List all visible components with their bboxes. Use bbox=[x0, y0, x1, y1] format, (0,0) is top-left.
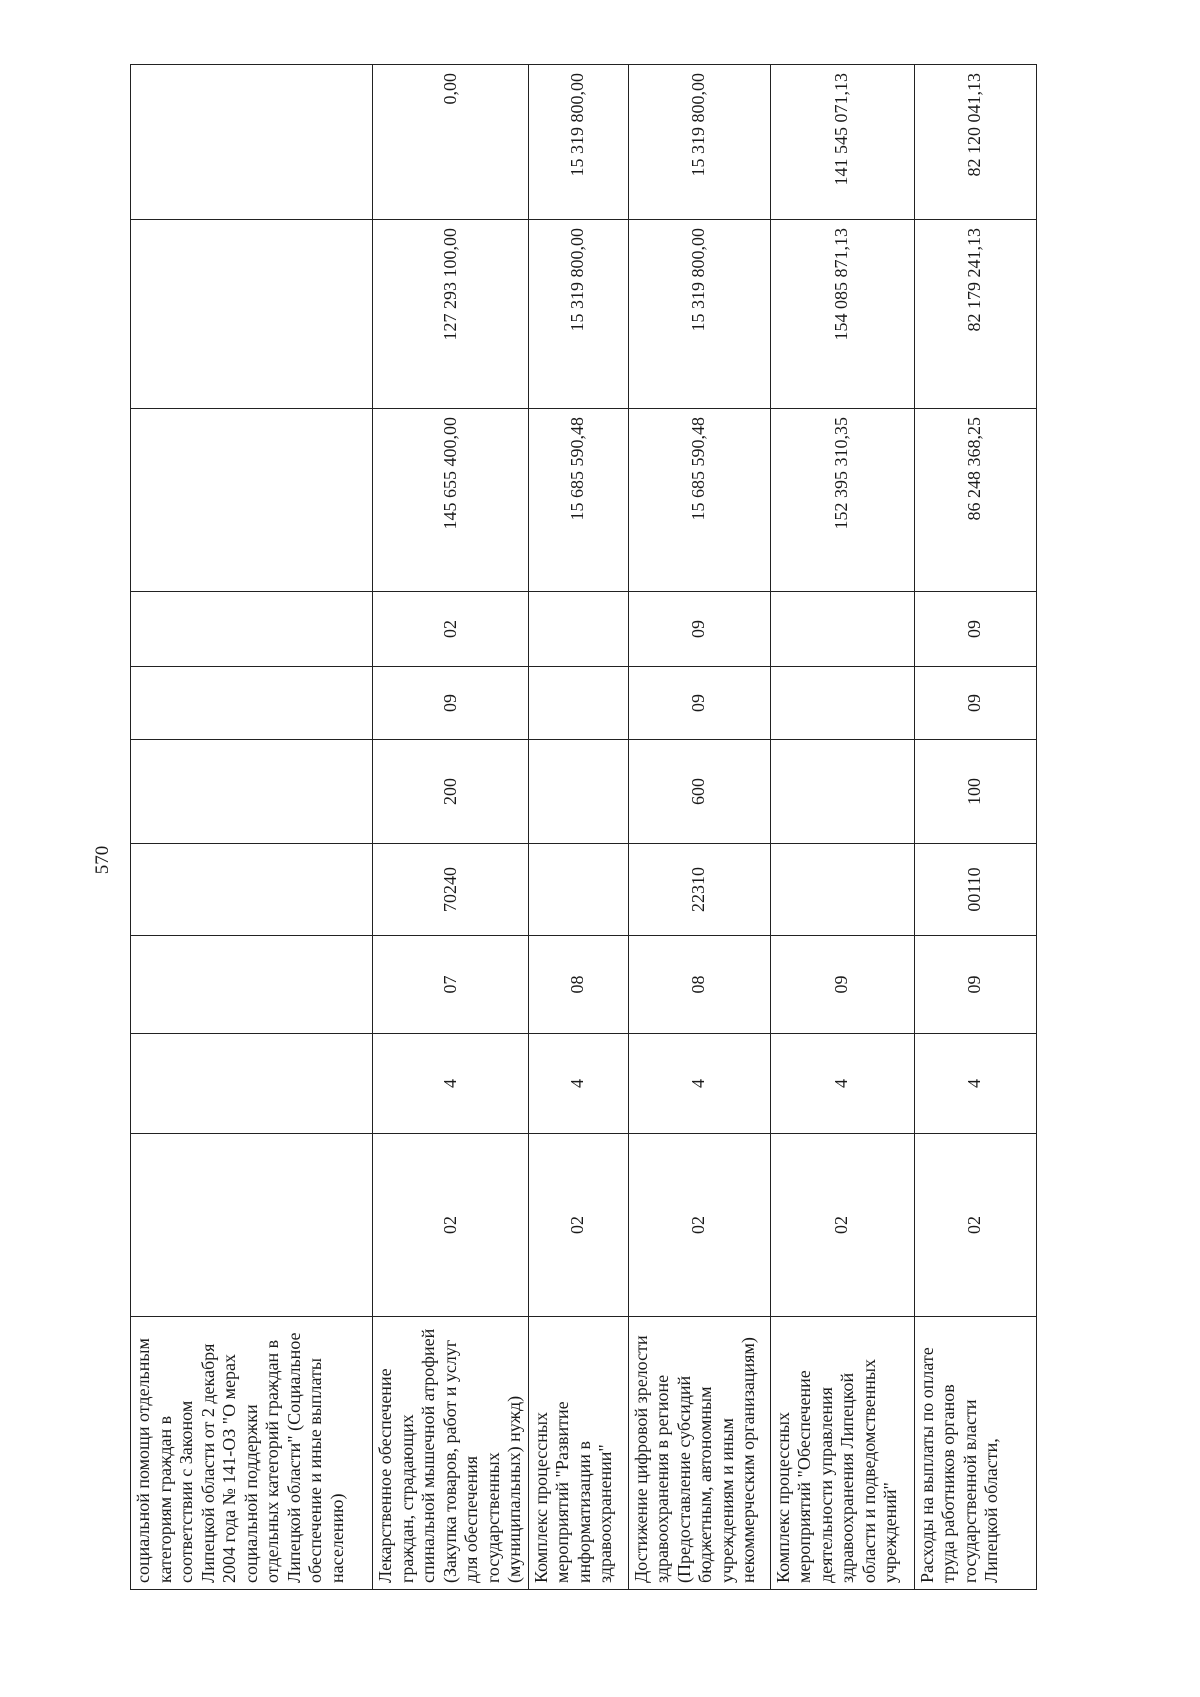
code-subsection: 02 bbox=[373, 592, 529, 667]
code-expense-type bbox=[528, 740, 628, 844]
amount-year-3: 15 319 800,00 bbox=[628, 65, 770, 220]
page-number: 570 bbox=[92, 845, 113, 875]
code-type: 4 bbox=[914, 1034, 1036, 1134]
code-program: 09 bbox=[770, 936, 914, 1034]
code-expense-type bbox=[770, 740, 914, 844]
rotated-table-container bbox=[130, 64, 1037, 1590]
code-type: 4 bbox=[628, 1034, 770, 1134]
table-row bbox=[373, 65, 529, 1590]
row-description: Комплекс процессных мероприятий "Обеспечение деятельности управления здравоохранения Липецкой области и подведомственных учреждений" bbox=[770, 1317, 914, 1590]
row-description: Комплекс процессных мероприятий "Развитие информатизации в здравоохранении" bbox=[528, 1317, 628, 1590]
amount-year-2 bbox=[131, 220, 373, 409]
amount-year-2: 154 085 871,13 bbox=[770, 220, 914, 409]
table-row bbox=[528, 65, 628, 1590]
code-program: 07 bbox=[373, 936, 529, 1034]
code-section bbox=[131, 667, 373, 740]
table-row bbox=[628, 65, 770, 1590]
amount-year-2: 82 179 241,13 bbox=[914, 220, 1036, 409]
code-section bbox=[528, 667, 628, 740]
amount-year-2: 15 319 800,00 bbox=[628, 220, 770, 409]
row-description: Достижение цифровой зрелости здравоохранения в регионе (Предоставление субсидий бюджетным, автономным учреждениям и иным некоммерческим организациям) bbox=[628, 1317, 770, 1590]
code-expense-type bbox=[131, 740, 373, 844]
code-direction: 00110 bbox=[914, 844, 1036, 936]
code-subsection: 09 bbox=[628, 592, 770, 667]
amount-year-3: 15 319 800,00 bbox=[528, 65, 628, 220]
code-gp: 02 bbox=[528, 1134, 628, 1317]
code-section bbox=[770, 667, 914, 740]
code-type: 4 bbox=[528, 1034, 628, 1134]
amount-year-2: 127 293 100,00 bbox=[373, 220, 529, 409]
code-subsection bbox=[528, 592, 628, 667]
code-direction bbox=[528, 844, 628, 936]
amount-year-3 bbox=[131, 65, 373, 220]
code-direction bbox=[131, 844, 373, 936]
code-gp: 02 bbox=[628, 1134, 770, 1317]
code-subsection bbox=[131, 592, 373, 667]
code-gp bbox=[131, 1134, 373, 1317]
row-description: Лекарственное обеспечение граждан, страдающих спинальной мышечной атрофией (Закупка товаров, работ и услуг для обеспечения государственных (муниципальных) нужд) bbox=[373, 1317, 529, 1590]
amount-year-3: 82 120 041,13 bbox=[914, 65, 1036, 220]
amount-year-2: 15 319 800,00 bbox=[528, 220, 628, 409]
code-gp: 02 bbox=[373, 1134, 529, 1317]
code-type: 4 bbox=[770, 1034, 914, 1134]
amount-year-3: 141 545 071,13 bbox=[770, 65, 914, 220]
code-type: 4 bbox=[373, 1034, 529, 1134]
code-program: 08 bbox=[628, 936, 770, 1034]
amount-year-1: 145 655 400,00 bbox=[373, 409, 529, 592]
code-direction bbox=[770, 844, 914, 936]
amount-year-1: 86 248 368,25 bbox=[914, 409, 1036, 592]
table-row bbox=[770, 65, 914, 1590]
amount-year-1: 15 685 590,48 bbox=[528, 409, 628, 592]
code-program bbox=[131, 936, 373, 1034]
code-direction: 70240 bbox=[373, 844, 529, 936]
amount-year-1: 152 395 310,35 bbox=[770, 409, 914, 592]
code-section: 09 bbox=[628, 667, 770, 740]
code-program: 08 bbox=[528, 936, 628, 1034]
row-description: социальной помощи отдельным категориям граждан в соответствии с Законом Липецкой области от 2 декабря 2004 года № 141-ОЗ "О мерах социальной поддержки отдельных категорий граждан в Липецкой области" (Социальное обеспечение и иные выплаты населению) bbox=[131, 1317, 373, 1590]
budget-table bbox=[130, 64, 1037, 1590]
code-section: 09 bbox=[373, 667, 529, 740]
code-section: 09 bbox=[914, 667, 1036, 740]
code-program: 09 bbox=[914, 936, 1036, 1034]
amount-year-1 bbox=[131, 409, 373, 592]
amount-year-1: 15 685 590,48 bbox=[628, 409, 770, 592]
code-gp: 02 bbox=[770, 1134, 914, 1317]
code-direction: 22310 bbox=[628, 844, 770, 936]
code-subsection bbox=[770, 592, 914, 667]
code-expense-type: 200 bbox=[373, 740, 529, 844]
code-gp: 02 bbox=[914, 1134, 1036, 1317]
table-row bbox=[131, 65, 373, 1590]
code-expense-type: 100 bbox=[914, 740, 1036, 844]
table-row bbox=[914, 65, 1036, 1590]
amount-year-3: 0,00 bbox=[373, 65, 529, 220]
code-expense-type: 600 bbox=[628, 740, 770, 844]
row-description: Расходы на выплаты по оплате труда работников органов государственной власти Липецкой области, bbox=[914, 1317, 1036, 1590]
code-type bbox=[131, 1034, 373, 1134]
code-subsection: 09 bbox=[914, 592, 1036, 667]
